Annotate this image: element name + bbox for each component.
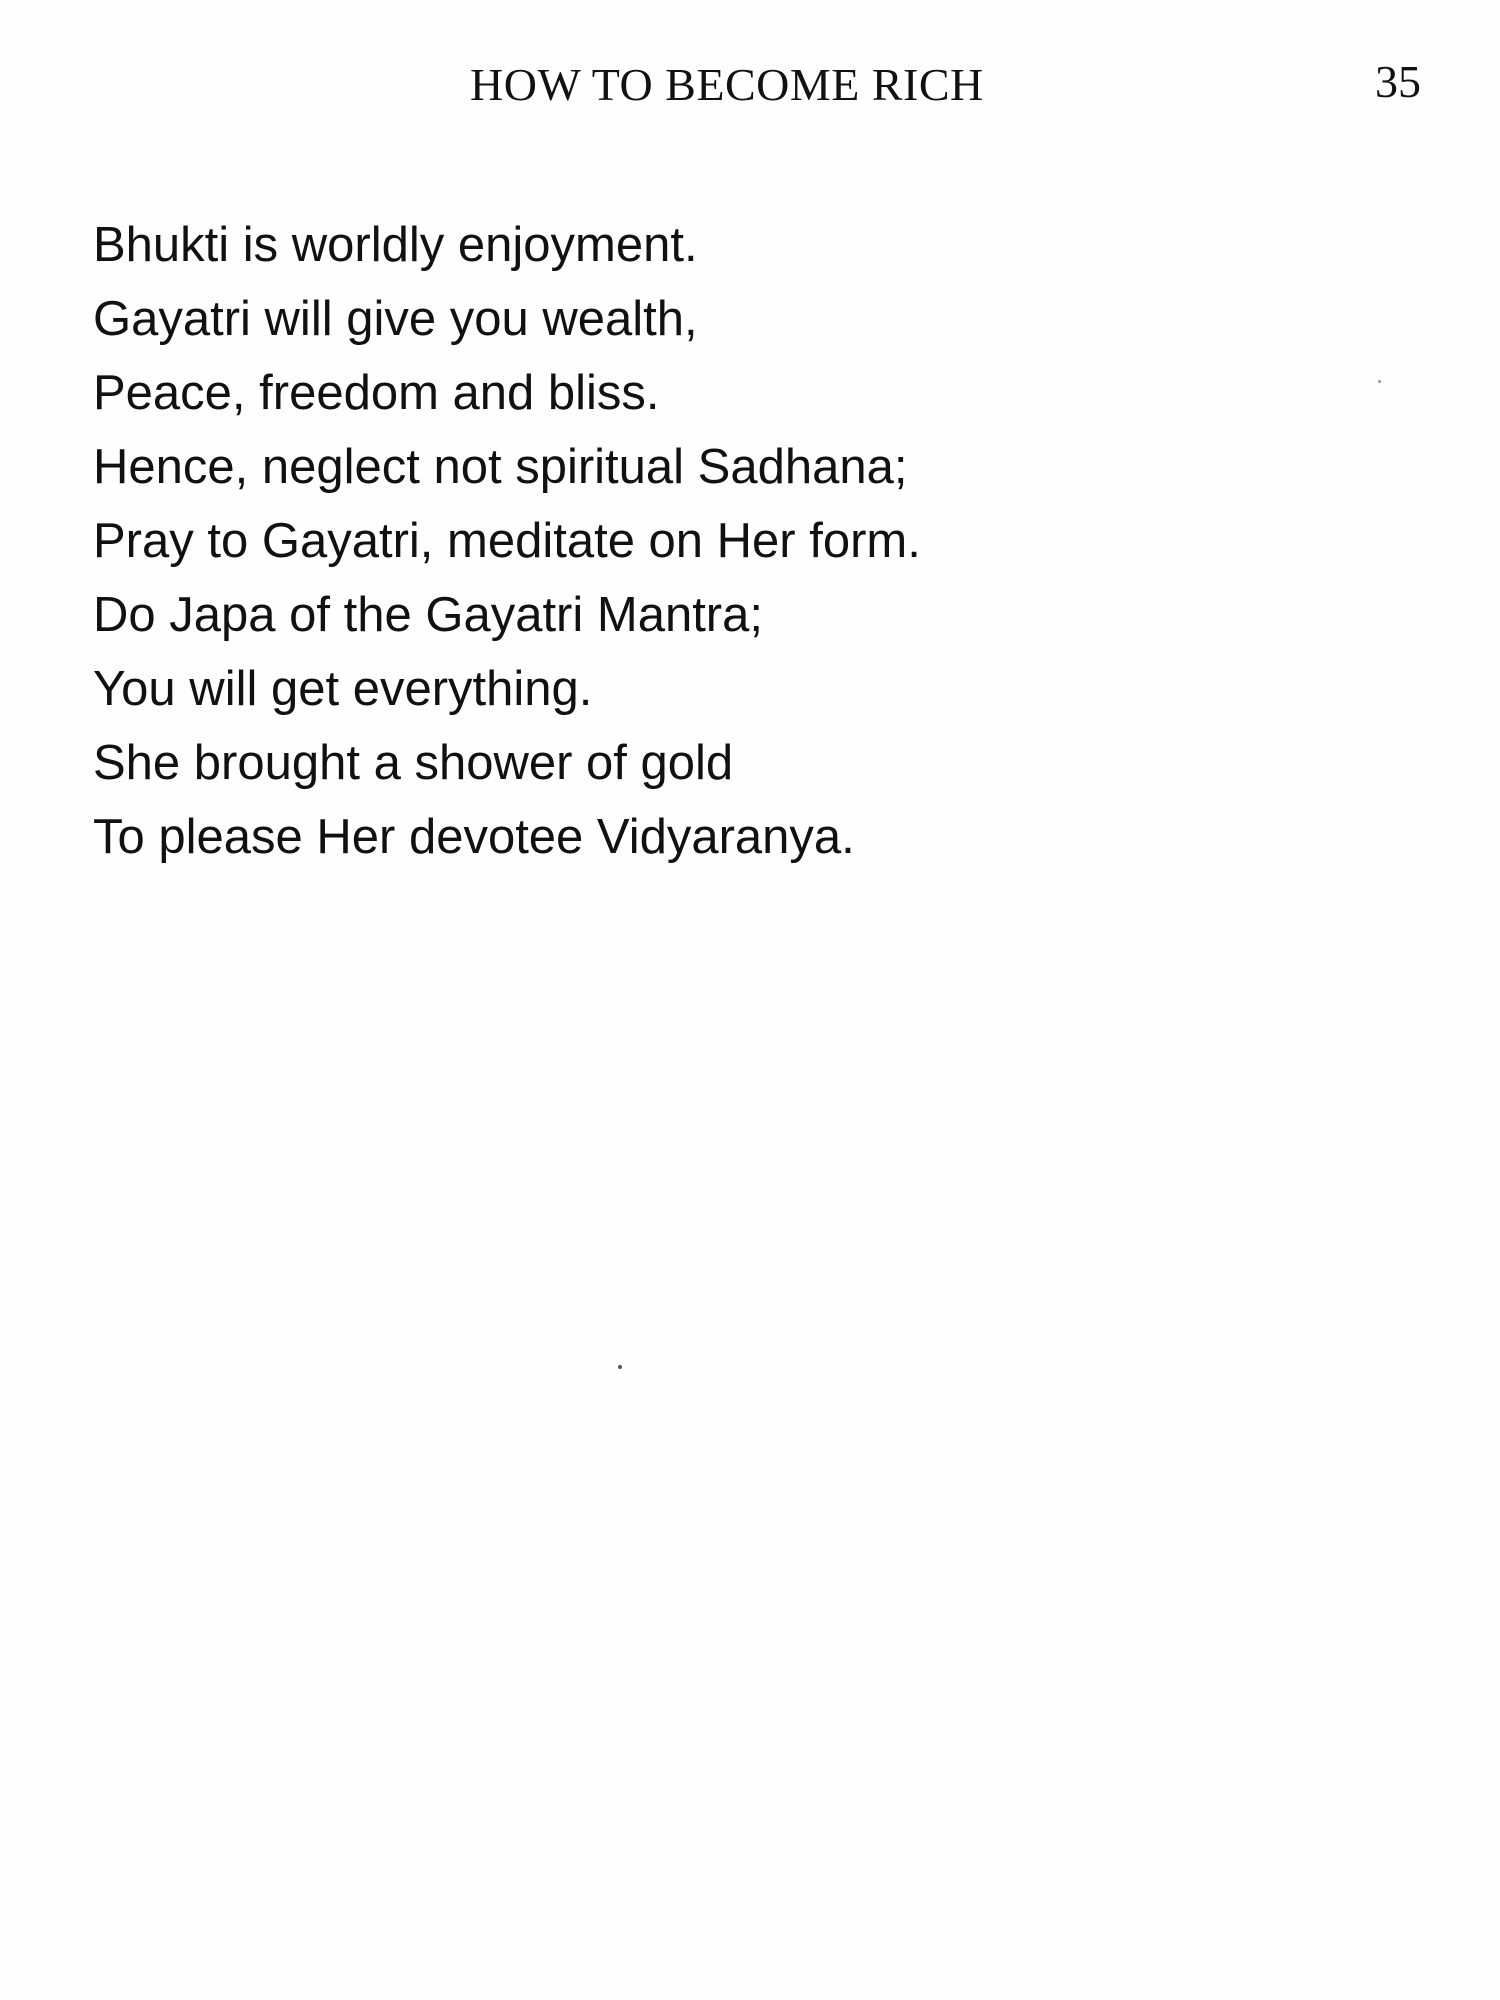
verse-line: Do Japa of the Gayatri Mantra; [93,588,763,642]
verse-line: Bhukti is worldly enjoyment. [93,218,698,272]
scan-speck [618,1365,622,1369]
verse-block [93,208,1393,874]
verse-line: Gayatri will give you wealth, [93,292,698,346]
verse-line: Peace, freedom and bliss. [93,366,660,420]
verse-line: Pray to Gayatri, meditate on Her form. [93,514,921,568]
verse-line: She brought a shower of gold [93,736,734,790]
verse-line: Hence, neglect not spiritual Sadhana; [93,440,908,494]
verse-line: You will get everything. [93,662,593,716]
running-head-title: HOW TO BECOME RICH [470,59,984,110]
page-number: 35 [1375,56,1421,107]
scan-speck [1378,380,1381,383]
verse-line: To please Her devotee Vidyaranya. [93,810,855,864]
